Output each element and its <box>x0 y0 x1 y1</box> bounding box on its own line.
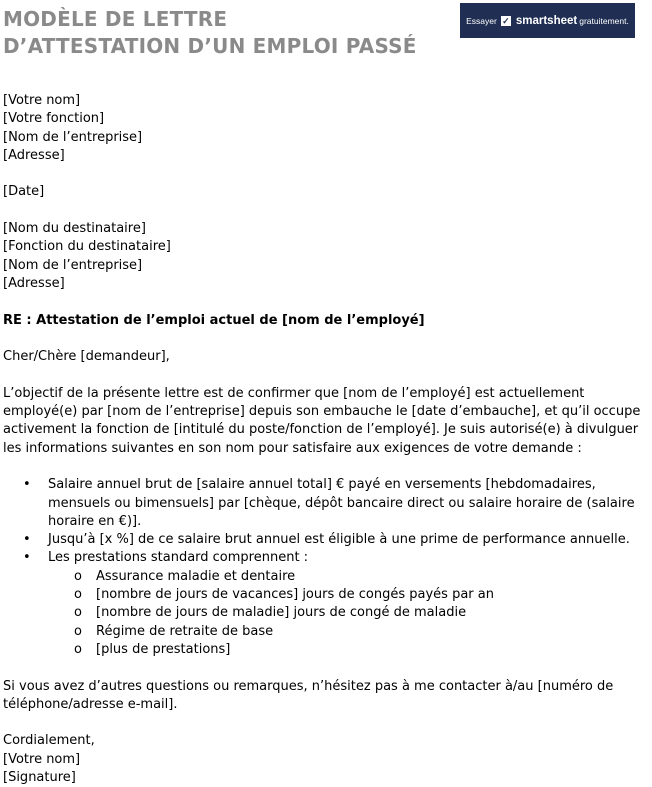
signoff-line: [Signature] <box>3 769 76 785</box>
benefit-item <box>3 604 649 622</box>
list-item-text: Salaire annuel brut de [salaire annuel total] € payé en versements [hebdomadaires, mensuels ou bimensuels] par [chèque, dépôt bancaire direct ou salaire horaire de (salaire horaire en €)]. <box>48 477 635 529</box>
recipient-line: [Fonction du destinataire] <box>3 239 171 255</box>
signoff-line: Cordialement, <box>3 733 95 749</box>
badge-brand: smartsheet <box>515 14 578 27</box>
bullet-icon: • <box>23 550 31 566</box>
letter-body <box>3 92 649 787</box>
date-line: [Date] <box>3 184 45 200</box>
circle-bullet-icon: o <box>74 568 82 584</box>
intro-paragraph: L’objectif de la présente lettre est de confirmer que [nom de l’employé] est actuellement employé(e) par [nom de l’entreprise] depuis son embauche le [date d’embauche], et qu’il occupe activement la fonction de [intitulé du poste/fonction de l’employé]. Je suis autorisé(e) à divulguer les informations suivantes en son nom pour satisfaire aux exigences de votre demande : <box>3 385 641 456</box>
title-line-2: D’ATTESTATION D’UN EMPLOI PASSÉ <box>3 34 417 58</box>
list-item-text: Les prestations standard comprennent : <box>48 550 309 566</box>
list-item <box>3 549 649 659</box>
recipient-line: [Nom du destinataire] <box>3 221 146 237</box>
recipient-line: [Nom de l’entreprise] <box>3 257 143 273</box>
circle-bullet-icon: o <box>74 623 82 639</box>
bullet-icon: • <box>23 532 31 548</box>
badge-prefix: Essayer <box>466 15 497 26</box>
check-icon: ✓ <box>502 15 510 26</box>
bullet-icon: • <box>23 477 31 493</box>
benefit-text: Assurance maladie et dentaire <box>96 568 296 584</box>
subject-line: RE : Attestation de l’emploi actuel de [nom de l’employé] <box>3 312 425 328</box>
sender-line: [Votre fonction] <box>3 111 105 127</box>
circle-bullet-icon: o <box>74 587 82 603</box>
sender-line: [Nom de l’entreprise] <box>3 129 143 145</box>
list-item-text: Jusqu’à [x %] de ce salaire brut annuel est éligible à une prime de performance annuelle. <box>48 532 630 548</box>
recipient-line: [Adresse] <box>3 275 65 291</box>
benefit-item <box>3 568 649 586</box>
sender-block <box>3 92 649 165</box>
document-title <box>3 6 417 60</box>
benefit-text: [nombre de jours de vacances] jours de congés payés par an <box>96 587 494 603</box>
benefit-text: [nombre de jours de maladie] jours de congé de maladie <box>96 605 467 621</box>
benefit-item <box>3 623 649 641</box>
benefits-list <box>3 568 649 659</box>
smartsheet-trial-button[interactable] <box>460 3 635 38</box>
benefit-item <box>3 586 649 604</box>
signoff-line: [Votre nom] <box>3 751 81 767</box>
list-item <box>3 531 649 549</box>
benefit-text: [plus de prestations] <box>96 641 231 657</box>
circle-bullet-icon: o <box>74 641 82 657</box>
salutation: Cher/Chère [demandeur], <box>3 349 170 365</box>
sender-line: [Votre nom] <box>3 93 81 108</box>
details-list <box>3 476 649 659</box>
recipient-block <box>3 220 649 293</box>
sender-line: [Adresse] <box>3 147 65 163</box>
list-item <box>3 476 649 531</box>
badge-suffix: gratuitement. <box>579 15 629 26</box>
title-line-1: MODÈLE DE LETTRE <box>3 7 228 31</box>
benefit-item <box>3 641 649 659</box>
circle-bullet-icon: o <box>74 605 82 621</box>
benefit-text: Régime de retraite de base <box>96 623 274 639</box>
closing-paragraph: Si vous avez d’autres questions ou remarques, n’hésitez pas à me contacter à/au [numéro de téléphone/adresse e-mail]. <box>3 678 614 712</box>
